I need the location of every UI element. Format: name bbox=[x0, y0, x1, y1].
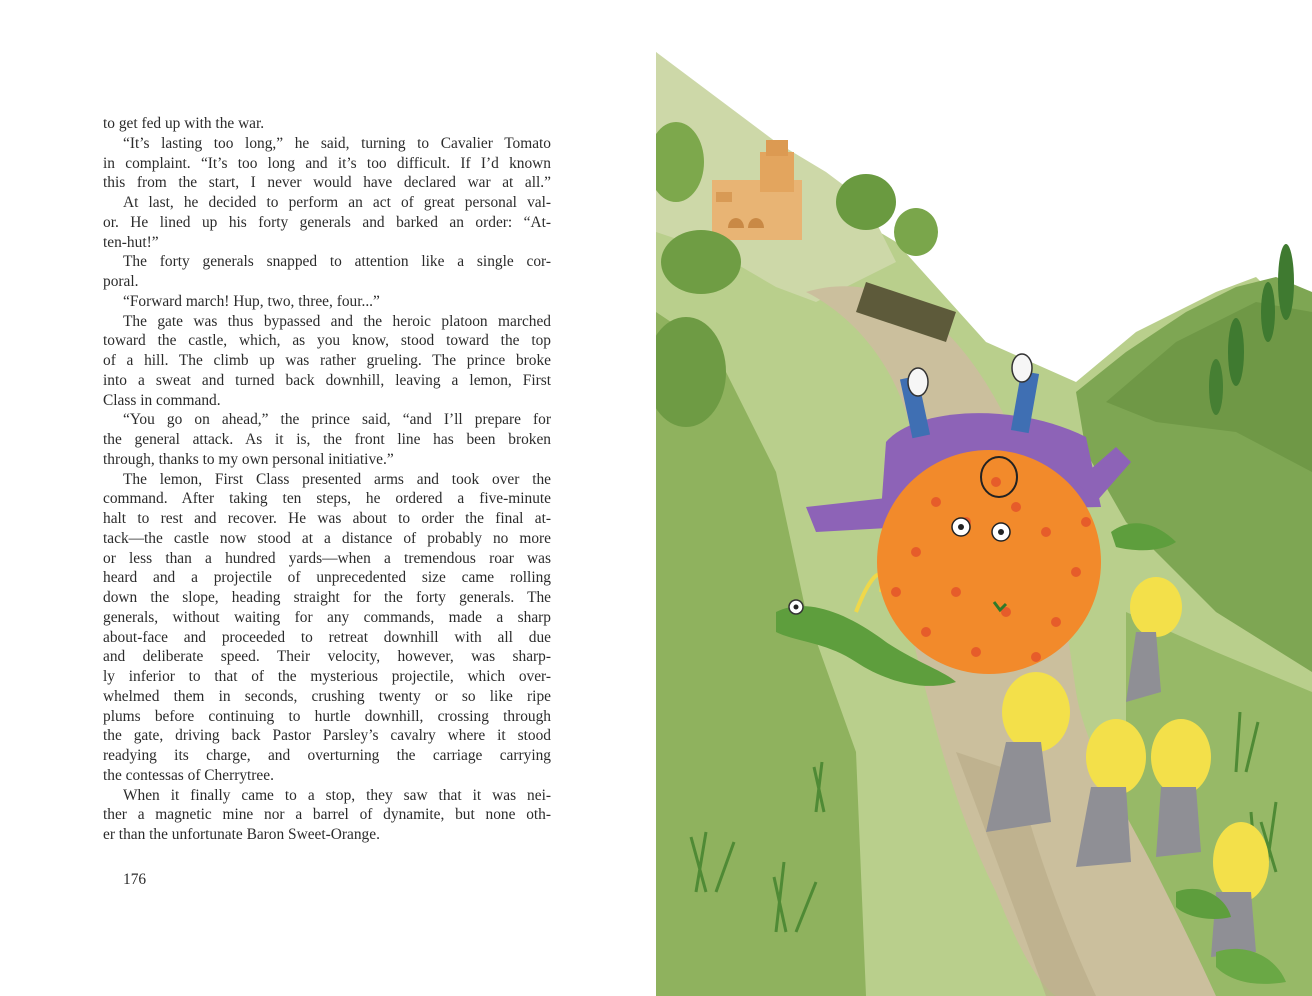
text-line: ly inferior to that of the mysterious projectile, which over- bbox=[103, 668, 551, 685]
text-line: the contessas of Cherrytree. bbox=[103, 766, 274, 784]
text-line: “It’s lasting too long,” he said, turning to Cavalier Tomato bbox=[123, 134, 551, 152]
text-line: of a hill. The climb up was rather grueling. The prince broke bbox=[103, 352, 551, 369]
text-line: When it finally came to a stop, they saw that it was nei- bbox=[123, 786, 551, 804]
text-line: The lemon, First Class presented arms and took over the bbox=[123, 470, 551, 488]
tree bbox=[661, 230, 741, 294]
text-line: this from the start, I never would have declared war at all.” bbox=[103, 174, 551, 192]
text-line: readying its charge, and overturning the carriage carrying bbox=[103, 747, 551, 764]
text-line: poral. bbox=[103, 273, 139, 290]
text-line: er than the unfortunate Baron Sweet-Orange. bbox=[103, 826, 380, 843]
text-line: “You go on ahead,” the prince said, “and I’ll prepare for bbox=[123, 411, 551, 429]
page-number: 176 bbox=[123, 871, 147, 888]
tree bbox=[894, 208, 938, 256]
text-line: the gate, driving back Pastor Parsley’s cavalry where it stood bbox=[103, 727, 551, 745]
text-line: The gate was thus bypassed and the heroic platoon marched bbox=[123, 312, 551, 330]
text-line: halt to rest and recover. He was about to order the final at- bbox=[103, 510, 551, 527]
text-line: and deliberate speed. Their velocity, however, was sharp- bbox=[103, 648, 551, 666]
text-line: Class in command. bbox=[103, 391, 221, 409]
illustration bbox=[656, 52, 1312, 996]
text-line: toward the castle, which, as you know, stood toward the top bbox=[103, 332, 551, 350]
watercolor-scene bbox=[656, 52, 1312, 996]
cypress bbox=[1209, 359, 1223, 415]
text-line: command. After taking ten steps, he ordered a five-minute bbox=[103, 490, 551, 508]
text-line: to get fed up with the war. bbox=[103, 115, 265, 132]
text-line: in complaint. “It’s too long and it’s too difficult. If I’d known bbox=[103, 154, 551, 172]
text-line: heard and a projectile of unprecedented size came rolling bbox=[103, 569, 551, 587]
text-line: down the slope, heading straight for the forty generals. The bbox=[103, 589, 551, 606]
text-line: or less than a hundred yards—when a tremendous roar was bbox=[103, 549, 551, 567]
text-line: the general attack. As it is, the front line has been broken bbox=[103, 431, 551, 448]
text-line: whelmed them in seconds, crushing twenty or so like ripe bbox=[103, 687, 551, 705]
body-text bbox=[103, 114, 551, 845]
text-line: plums before continuing to hurtle downhill, crossing through bbox=[103, 707, 551, 725]
cypress bbox=[1261, 282, 1275, 342]
text-line: through, thanks to my own personal initiative.” bbox=[103, 450, 394, 468]
text-line: ther a magnetic mine nor a barrel of dynamite, but none oth- bbox=[103, 806, 551, 824]
text-line: At last, he decided to perform an act of great personal val- bbox=[123, 194, 551, 211]
text-line: The forty generals snapped to attention like a single cor- bbox=[123, 253, 551, 271]
text-line: tack—the castle now stood at a distance of probably no more bbox=[103, 529, 551, 547]
text-line: into a sweat and turned back downhill, leaving a lemon, First bbox=[103, 371, 551, 389]
text-line: or. He lined up his forty generals and barked an order: “At- bbox=[103, 213, 551, 231]
cypress bbox=[1228, 318, 1244, 386]
text-line: “Forward march! Hup, two, three, four...” bbox=[123, 292, 380, 310]
text-line: about-face and proceeded to retreat downhill with all due bbox=[103, 628, 551, 646]
tree bbox=[836, 174, 896, 230]
text-line: generals, without waiting for any commands, made a sharp bbox=[103, 608, 551, 626]
cypress bbox=[1278, 244, 1294, 320]
text-line: ten-hut!” bbox=[103, 233, 159, 251]
